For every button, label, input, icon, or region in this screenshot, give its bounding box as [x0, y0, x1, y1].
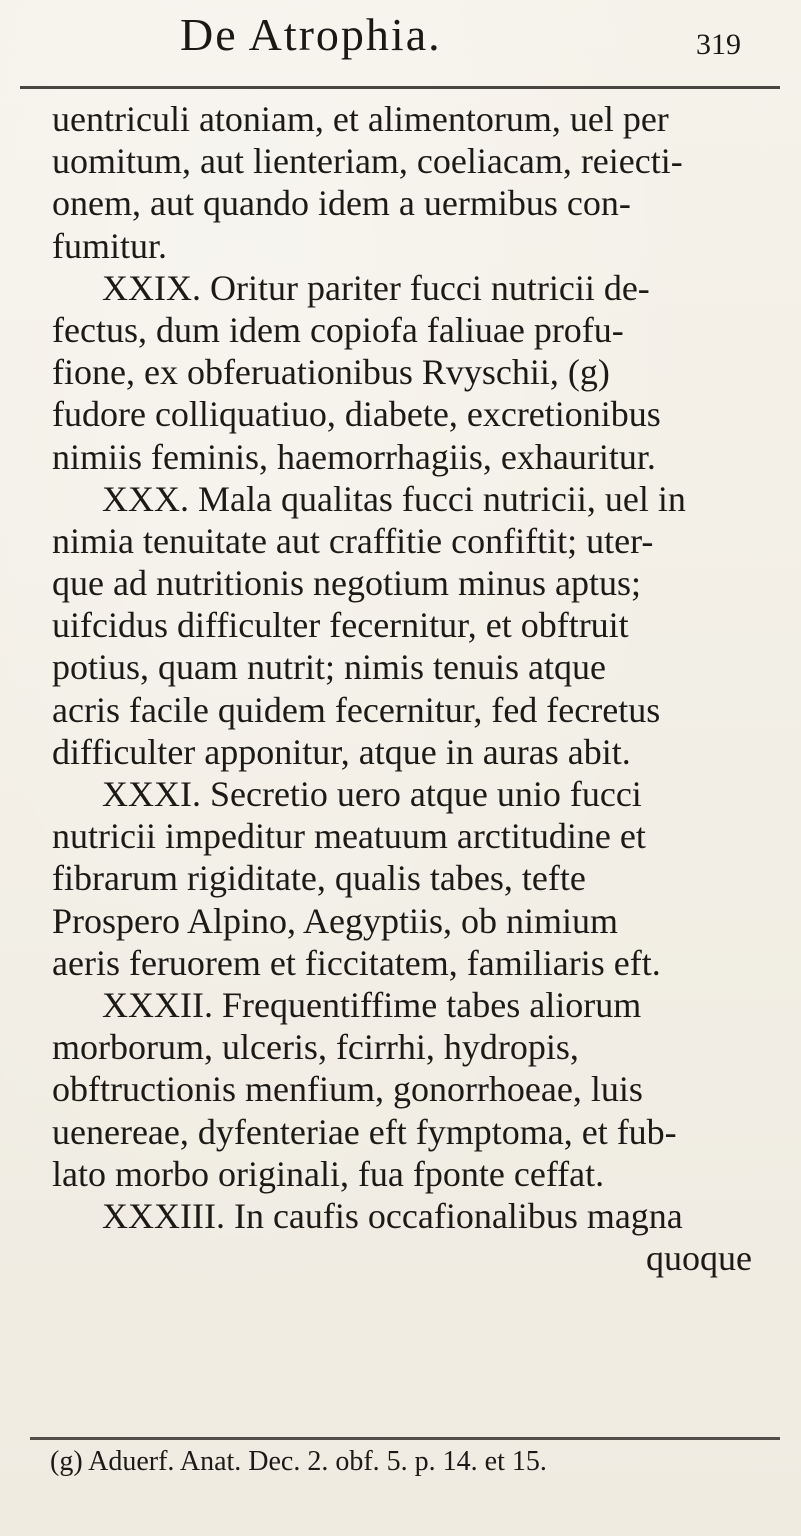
paragraph-xxx-start: XXX. Mala qualitas fucci nutricii, uel in — [102, 478, 686, 519]
text-line: lato morbo originali, fua fponte ceffat. — [52, 1153, 605, 1194]
footnote: (g) Aduerf. Anat. Dec. 2. obf. 5. p. 14. et 15. — [50, 1446, 547, 1477]
paragraph-xxxi-start: XXXI. Secretio uero atque unio fucci — [102, 774, 642, 814]
text-line: fectus, dum idem copiofa faliuae profu- — [52, 309, 624, 350]
text-line: difficulter apponitur, atque in auras abit. — [52, 731, 631, 772]
running-head — [0, 8, 801, 78]
text-line: uentriculi atoniam, et alimentorum, uel per — [52, 99, 669, 139]
text-line: fibrarum rigiditate, qualis tabes, tefte — [52, 858, 586, 899]
paragraph-xxxiii-start: XXXIII. In caufis occafionalibus magna — [102, 1195, 683, 1236]
text-line: fione, ex obferuationibus Rvyschii, (g) — [52, 352, 610, 393]
text-line: obftructionis menfium, gonorrhoeae, luis — [52, 1069, 643, 1110]
page-number: 319 — [696, 28, 741, 61]
catchword: quoque — [646, 1238, 752, 1279]
text-line: potius, quam nutrit; nimis tenuis atque — [52, 647, 606, 688]
text-line: uomitum, aut lienteriam, coeliacam, reiecti- — [52, 141, 683, 182]
paragraph-xxxii-start: XXXII. Frequentiffime tabes aliorum — [102, 984, 642, 1025]
text-line: morborum, ulceris, fcirrhi, hydropis, — [52, 1027, 579, 1068]
text-line: nutricii impeditur meatuum arctitudine et — [52, 816, 646, 857]
text-line: fudore colliquatiuo, diabete, excretionibus — [52, 394, 661, 435]
header-rule — [20, 86, 780, 89]
paragraph-xxix-start: XXIX. Oritur pariter fucci nutricii de- — [102, 267, 650, 308]
text-line: uenereae, dyfenteriae eft fymptoma, et fub- — [52, 1111, 677, 1152]
text-line: aeris feruorem et ficcitatem, familiaris eft. — [52, 942, 661, 983]
text-line: Prospero Alpino, Aegyptiis, ob nimium — [52, 900, 619, 941]
text-line: nimia tenuitate aut craffitie confiftit; uter- — [52, 520, 654, 561]
text-line: acris facile quidem fecernitur, fed fecretus — [52, 689, 661, 730]
text-line: uifcidus difficulter fecernitur, et obftruit — [52, 605, 629, 646]
body-text — [52, 98, 792, 1279]
footnote-rule — [30, 1437, 780, 1440]
running-head-title: De Atrophia. — [180, 9, 442, 60]
text-line: nimiis feminis, haemorrhagiis, exhauritur. — [52, 436, 656, 477]
text-line: fumitur. — [52, 225, 167, 266]
text-line: que ad nutritionis negotium minus aptus; — [52, 563, 641, 604]
text-line: onem, aut quando idem a uermibus con- — [52, 183, 631, 224]
